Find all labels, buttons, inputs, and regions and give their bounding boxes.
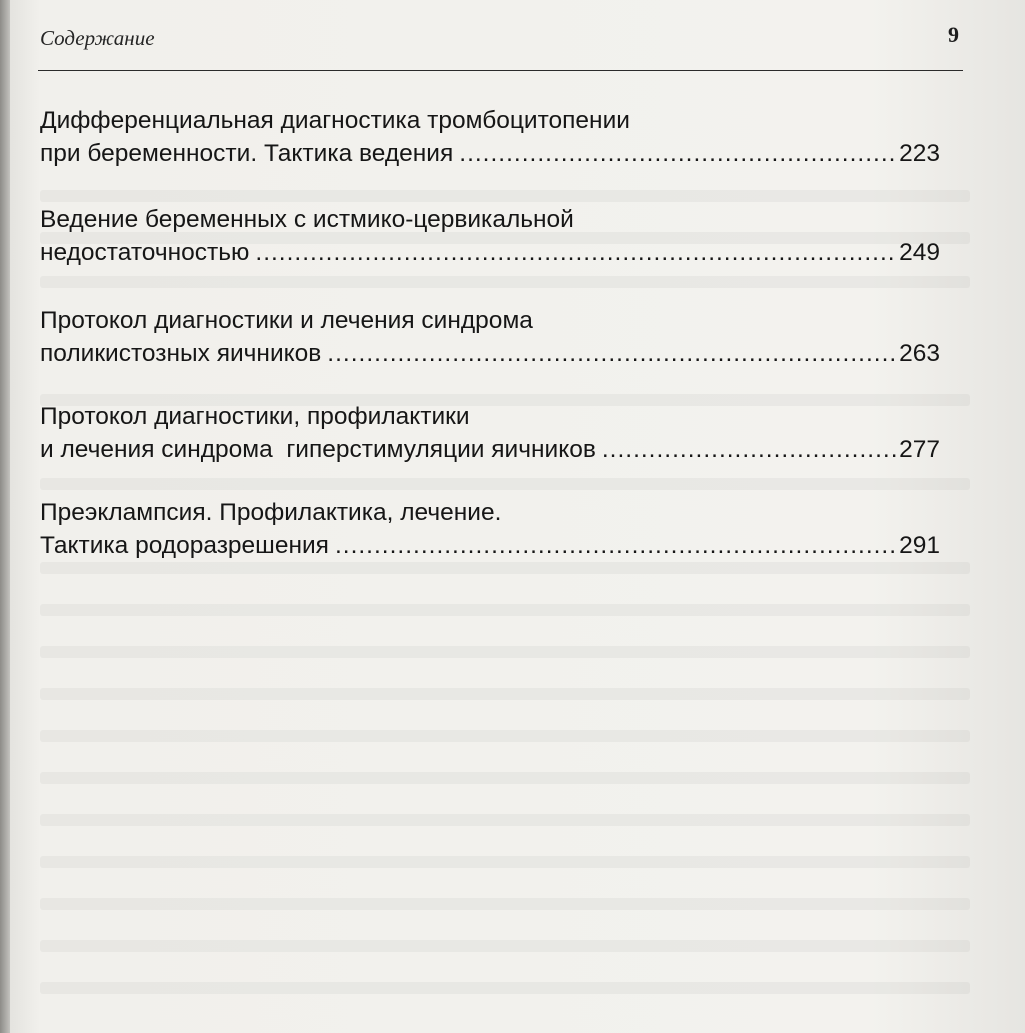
toc-entry-title-end: поликистозных яичников	[40, 340, 322, 367]
toc-entry	[40, 104, 940, 170]
toc-page-number: 277	[899, 436, 940, 463]
toc-entry-title-continued	[40, 529, 940, 562]
toc-dot-leader	[459, 137, 897, 170]
toc-entry-title-end: недостаточностью	[40, 239, 250, 266]
toc-entry	[40, 496, 940, 562]
toc-page-number: 291	[899, 532, 940, 559]
toc-dot-leader	[335, 529, 897, 562]
toc-entry-title: Протокол диагностики и лечения синдрома	[40, 307, 533, 334]
header-rule	[38, 70, 963, 71]
toc-entry	[40, 203, 940, 269]
toc-entry-title-end: при беременности. Тактика ведения	[40, 140, 454, 167]
toc-entry-title-continued	[40, 137, 940, 170]
toc-dot-leader	[327, 337, 897, 370]
toc-entry	[40, 304, 940, 370]
toc-entry-title-end: Тактика родоразрешения	[40, 532, 329, 559]
toc-page-number: 223	[899, 140, 940, 167]
toc-entry-title: Преэклампсия. Профилактика, лечение.	[40, 499, 502, 526]
running-head: Содержание	[40, 26, 155, 50]
toc-entry-title: Дифференциальная диагностика тромбоцитопении	[40, 107, 630, 134]
toc-entry	[40, 400, 940, 466]
toc-entry-title: Протокол диагностики, профилактики	[40, 403, 470, 430]
toc-dot-leader	[255, 236, 897, 269]
toc-entry-title-end: и лечения синдрома гиперстимуляции яичников	[40, 436, 596, 463]
page-number: 9	[948, 22, 959, 47]
toc-dot-leader	[602, 433, 897, 466]
toc-entry-title-continued	[40, 236, 940, 269]
toc-page-number: 249	[899, 239, 940, 266]
book-spine-shadow	[0, 0, 10, 1033]
toc-entry-title-continued	[40, 337, 940, 370]
toc-entry-title-continued	[40, 433, 940, 466]
toc-entry-title: Ведение беременных с истмико-цервикальной	[40, 206, 574, 233]
toc-page-number: 263	[899, 340, 940, 367]
